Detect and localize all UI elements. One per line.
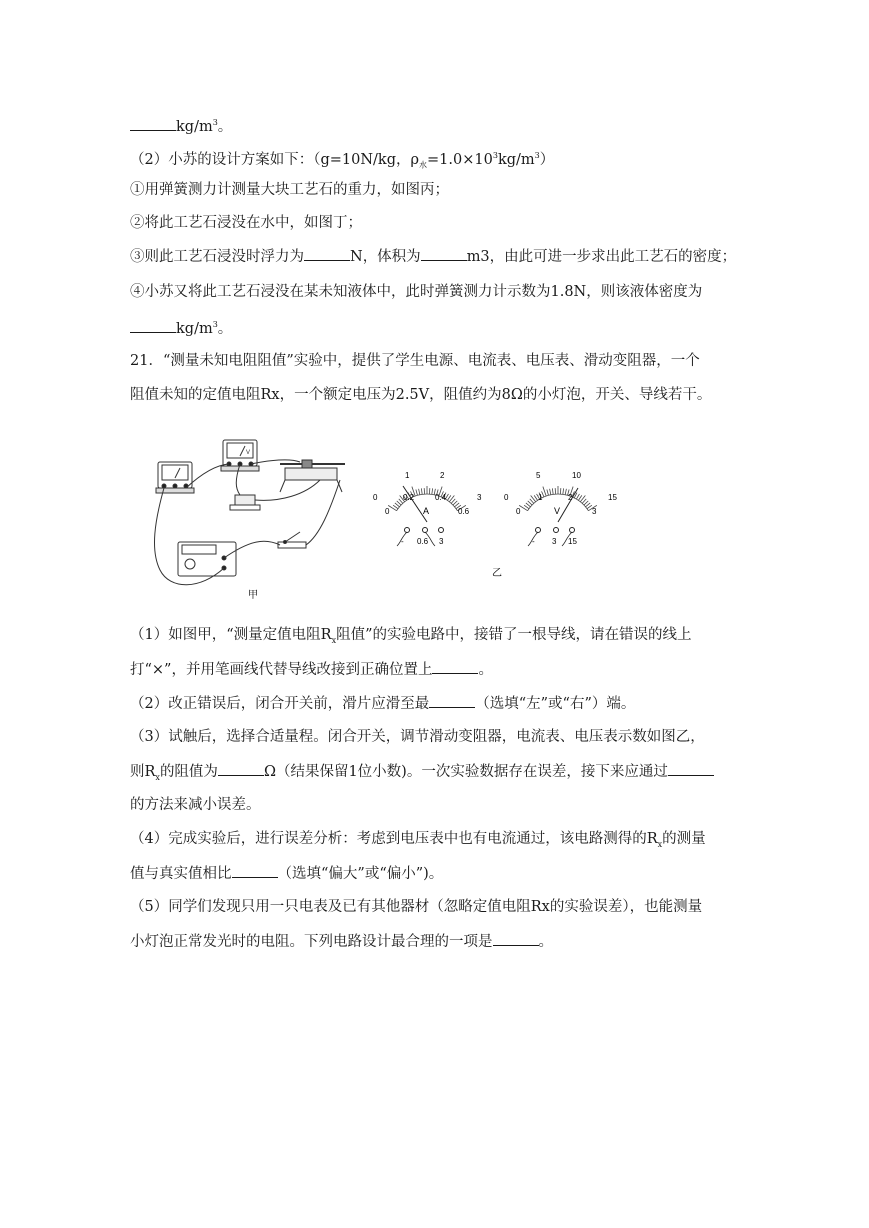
circuit-figure xyxy=(140,430,640,605)
answer-blank xyxy=(432,659,478,674)
wire xyxy=(224,541,280,558)
dial-tick xyxy=(397,501,401,505)
voltmeter-unit: V xyxy=(554,506,561,516)
ammeter-dial xyxy=(373,471,482,546)
terminal xyxy=(570,528,575,533)
dial-tick xyxy=(552,488,553,494)
ammeter-bottom-tick: 0.6 xyxy=(458,507,470,516)
voltmeter-terminal-label: 15 xyxy=(568,537,577,546)
answer-blank xyxy=(429,693,475,708)
answer-blank xyxy=(130,116,176,131)
dial-tick xyxy=(584,501,588,505)
dial-tick xyxy=(526,503,531,507)
part-3-line-3: 的方法来减小误差。 xyxy=(130,797,261,813)
voltmeter-top-tick: 15 xyxy=(608,493,617,502)
ammeter-device xyxy=(156,462,194,493)
line-step-4: ④小苏又将此工艺石浸没在某未知液体中，此时弹簧测力计示数为1.8N，则该液体密度为 xyxy=(130,284,703,300)
dial-tick xyxy=(395,503,400,507)
part-4-line-1: （4）完成实验后，进行误差分析：考虑到电压表中也有电流通过，该电路测得的$R_x$的测量 xyxy=(130,831,706,849)
line-step-2: ②将此工艺石浸没在水中，如图丁； xyxy=(130,215,362,231)
line-design-plan: （2）小苏的设计方案如下：（g=10N/kg，$\rho_水=1.0\times 10^3kg/m^3$） xyxy=(130,151,555,170)
voltmeter-terminal-label: 3 xyxy=(552,537,557,546)
dial-tick xyxy=(393,505,398,509)
line-step-1: ①用弹簧测力计测量大块工艺石的重力，如图丙； xyxy=(130,182,449,198)
terminal xyxy=(554,528,559,533)
ammeter-terminal-label: - xyxy=(401,537,404,546)
ammeter-terminal-label: 0.6 xyxy=(417,537,429,546)
part-4-line-2: 值与真实值相比 （选填“偏大”或“偏小”)。 xyxy=(130,863,443,884)
dial-tick xyxy=(416,490,418,496)
part-5-line-2: 小灯泡正常发光时的电阻。下列电路设计最合理的一项是 。 xyxy=(130,931,553,952)
answer-blank xyxy=(421,246,467,261)
dial-tick xyxy=(432,488,433,494)
answer-blank xyxy=(218,761,264,776)
dial-tick xyxy=(550,489,551,495)
line-liquid-density: $kg/m^3$。 xyxy=(130,315,232,339)
ammeter-unit: A xyxy=(423,506,430,516)
part-3-line-2: 则$R_x$的阻值为 Ω（结果保留1位小数)。一次实验数据存在误差，接下来应通过 xyxy=(130,761,714,788)
voltmeter-terminal-label: - xyxy=(532,537,535,546)
part-1-line-1: （1）如图甲，“测量定值电阻$R_x$阻值”的实验电路中，接错了一根导线，请在错误的线上 xyxy=(130,627,692,645)
answer-blank xyxy=(130,318,176,333)
q21-line-2: 阻值未知的定值电阻Rx，一个额定电压为2.5V，阻值约为8Ω的小灯泡，开关、导线若干。 xyxy=(130,387,712,403)
voltmeter-top-tick: 0 xyxy=(504,493,509,502)
voltmeter-top-tick: 10 xyxy=(572,471,581,480)
dial-tick xyxy=(576,494,579,499)
voltmeter-bottom-tick: 3 xyxy=(592,507,597,516)
switch-device xyxy=(278,532,306,548)
dial-tick xyxy=(528,501,532,505)
ammeter-bottom-tick: 0.4 xyxy=(435,493,447,502)
voltmeter-bottom-tick: 1 xyxy=(538,493,543,502)
power-supply-device xyxy=(178,542,236,576)
terminal xyxy=(405,528,410,533)
q21-line-1: 21．“测量未知电阻阻值”实验中，提供了学生电源、电流表、电压表、滑动变阻器，一个 xyxy=(130,353,700,369)
terminal xyxy=(439,528,444,533)
voltmeter-device xyxy=(221,440,259,471)
dial-tick xyxy=(419,489,420,495)
dial-tick xyxy=(451,499,455,503)
part-2-line: （2）改正错误后，闭合开关前，滑片应滑至最 （选填“左”或“右”）端。 xyxy=(130,693,635,714)
voltmeter-bottom-tick: 2 xyxy=(568,493,573,502)
wire xyxy=(154,488,224,585)
dial-tick xyxy=(530,499,534,503)
rheostat-device xyxy=(280,460,345,492)
ammeter-top-tick: 3 xyxy=(477,493,482,502)
dial-tick xyxy=(453,501,457,505)
svg-text:V: V xyxy=(245,450,251,456)
dial-tick xyxy=(524,505,529,509)
ammeter-top-tick: 2 xyxy=(440,471,445,480)
wire xyxy=(255,480,320,500)
answer-blank xyxy=(304,246,350,261)
terminal xyxy=(423,528,428,533)
ammeter-top-tick: 1 xyxy=(405,471,410,480)
ammeter-top-tick: 0 xyxy=(373,493,378,502)
line-step-3: ③则此工艺石浸没时浮力为 N，体积为 m3，由此可进一步求出此工艺石的密度； xyxy=(130,246,736,267)
dial-tick xyxy=(586,503,591,507)
voltmeter-bottom-tick: 0 xyxy=(516,507,521,516)
wire xyxy=(306,480,340,545)
part-3-line-1: （3）试触后，选择合适量程。闭合开关，调节滑动变阻器，电流表、电压表示数如图乙， xyxy=(130,729,705,745)
ammeter-needle xyxy=(403,486,430,522)
dial-tick xyxy=(563,488,564,494)
part-1-line-2: 打“×”，并用笔画线代替导线改接到正确位置上 。 xyxy=(130,659,493,680)
ammeter-terminal-label: 3 xyxy=(439,537,444,546)
dial-tick xyxy=(565,489,566,495)
dial-tick xyxy=(578,495,581,500)
resistor-device xyxy=(230,495,260,510)
answer-blank xyxy=(493,931,539,946)
dial-tick xyxy=(447,495,450,500)
dial-tick xyxy=(421,488,422,494)
figure-label-yi: 乙 xyxy=(492,568,502,579)
part-5-line-1: （5）同学们发现只用一只电表及已有其他器材（忽略定值电阻Rx的实验误差），也能测量 xyxy=(130,899,703,915)
answer-blank xyxy=(232,863,278,878)
dial-tick xyxy=(582,499,586,503)
ammeter-bottom-tick: 0 xyxy=(385,507,390,516)
voltmeter-dial xyxy=(504,471,617,546)
dial-tick xyxy=(547,490,549,496)
voltmeter-top-tick: 5 xyxy=(536,471,541,480)
terminal xyxy=(536,528,541,533)
ammeter-bottom-tick: 0.2 xyxy=(403,493,415,502)
figure-label-jia: 甲 xyxy=(248,590,258,601)
answer-blank xyxy=(668,761,714,776)
line-density-unit: $kg/m^3$。 xyxy=(130,113,232,137)
